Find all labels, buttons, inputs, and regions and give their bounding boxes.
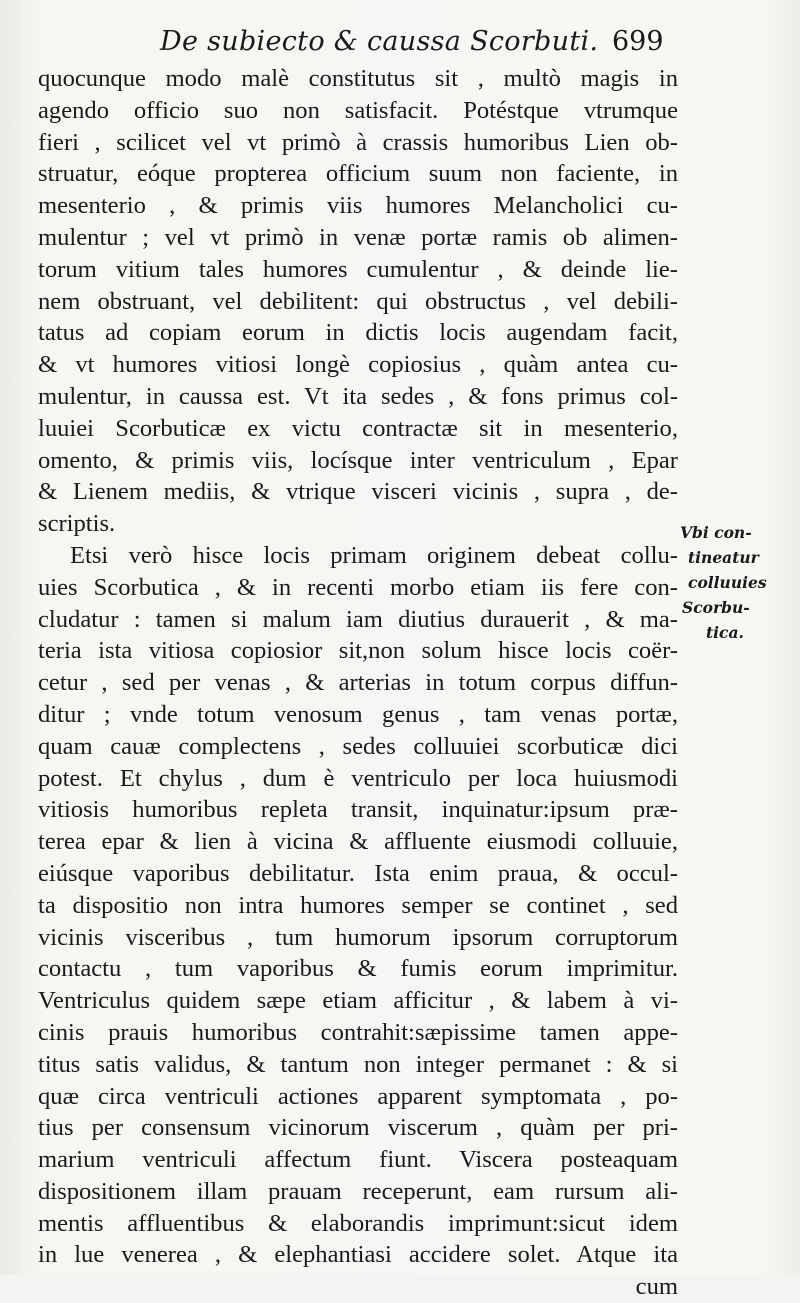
text-line: uies Scorbutica , & in recenti morbo etiam iis fere con- [38,573,678,601]
text-line: tius per consensum vicinorum viscerum , quàm per pri- [38,1114,678,1142]
text-line: cetur , sed per venas , & arterias in totum corpus diffun- [38,669,678,697]
margin-note-line: Scorbu- [682,598,750,617]
text-line: quæ circa ventriculi actiones apparent symptomata , po- [38,1082,678,1110]
text-line: terea epar & lien à vicina & affluente eiusmodi colluuie, [38,828,678,856]
text-line: potest. Et chylus , dum è ventriculo per loca huiusmodi [38,764,678,792]
text-line: quam cauæ complectens , sedes colluuiei scorbuticæ dici [38,732,678,760]
text-line: in lue venerea , & elephantiasi accidere solet. Atque ita [38,1241,678,1269]
page-number: 699 [612,26,664,57]
text-line: Ventriculus quidem sæpe etiam afficitur , & labem à vi- [38,987,678,1015]
text-line: nem obstruant, vel debilitent: qui obstructus , vel debili- [38,287,678,315]
main-text-block [38,63,678,1303]
margin-note-line: colluuies [688,573,767,592]
text-line: luuiei Scorbuticæ ex victu contractæ sit in mesenterio, [38,414,678,442]
text-line: omento, & primis viis, locísque inter ventriculum , Epar [38,446,678,474]
marginal-note [680,520,792,645]
text-line: teria ista vitiosa copiosior sit,non solum hisce locis coër- [38,637,678,665]
text-line: fieri , scilicet vel vt primò à crassis humoribus Lien ob- [38,128,678,156]
text-line: agendo officio suo non satisfacit. Potéstque vtrumque [38,96,678,124]
text-line: titus satis validus, & tantum non integer permanet : & si [38,1050,678,1078]
margin-note-line: tineatur [688,548,759,567]
page-header [0,18,800,68]
text-line: scriptis. [38,510,116,538]
text-line: vitiosis humoribus repleta transit, inquinatur:ipsum præ- [38,796,678,824]
text-line: cinis prauis humoribus contrahit:sæpissime tamen appe- [38,1018,678,1046]
text-line: contactu , tum vaporibus & fumis eorum imprimitur. [38,955,678,983]
margin-note-line: Vbi con- [680,523,752,542]
running-head: De subiecto & caussa Scorbuti. [160,26,599,57]
margin-note-line: tica. [706,623,744,642]
text-line: marium ventriculi affectum fiunt. Viscera posteaquam [38,1146,678,1174]
text-line: mentis affluentibus & elaborandis imprimunt:sicut idem [38,1209,678,1237]
text-line: mulentur ; vel vt primò in venæ portæ ramis ob alimen- [38,223,678,251]
text-line: eiúsque vaporibus debilitatur. Ista enim praua, & occul- [38,859,678,887]
text-line: Etsi verò hisce locis primam originem debeat collu- [70,541,678,569]
text-line: & Lienem mediis, & vtrique visceri vicinis , supra , de- [38,478,678,506]
catchword: cum [635,1273,678,1301]
text-line: tatus ad copiam eorum in dictis locis augendam facit, [38,319,678,347]
text-line: torum vitium tales humores cumulentur , & deinde lie- [38,255,678,283]
text-line: vicinis visceribus , tum humorum ipsorum corruptorum [38,923,678,951]
text-line: mesenterio , & primis viis humores Melancholici cu- [38,192,678,220]
text-line: mulentur, in caussa est. Vt ita sedes , & fons primus col- [38,382,678,410]
text-line: cludatur : tamen si malum iam diutius durauerit , & ma- [38,605,678,633]
text-line: dispositionem illam prauam receperunt, eam rursum ali- [38,1177,678,1205]
text-line: & vt humores vitiosi longè copiosius , quàm antea cu- [38,351,678,379]
text-line: quocunque modo malè constitutus sit , multò magis in [38,65,678,92]
text-line: ditur ; vnde totum venosum genus , tam venas portæ, [38,700,678,728]
text-line: ta dispositio non intra humores semper se continet , sed [38,891,678,919]
text-line: struatur, eóque propterea officium suum non faciente, in [38,160,678,188]
